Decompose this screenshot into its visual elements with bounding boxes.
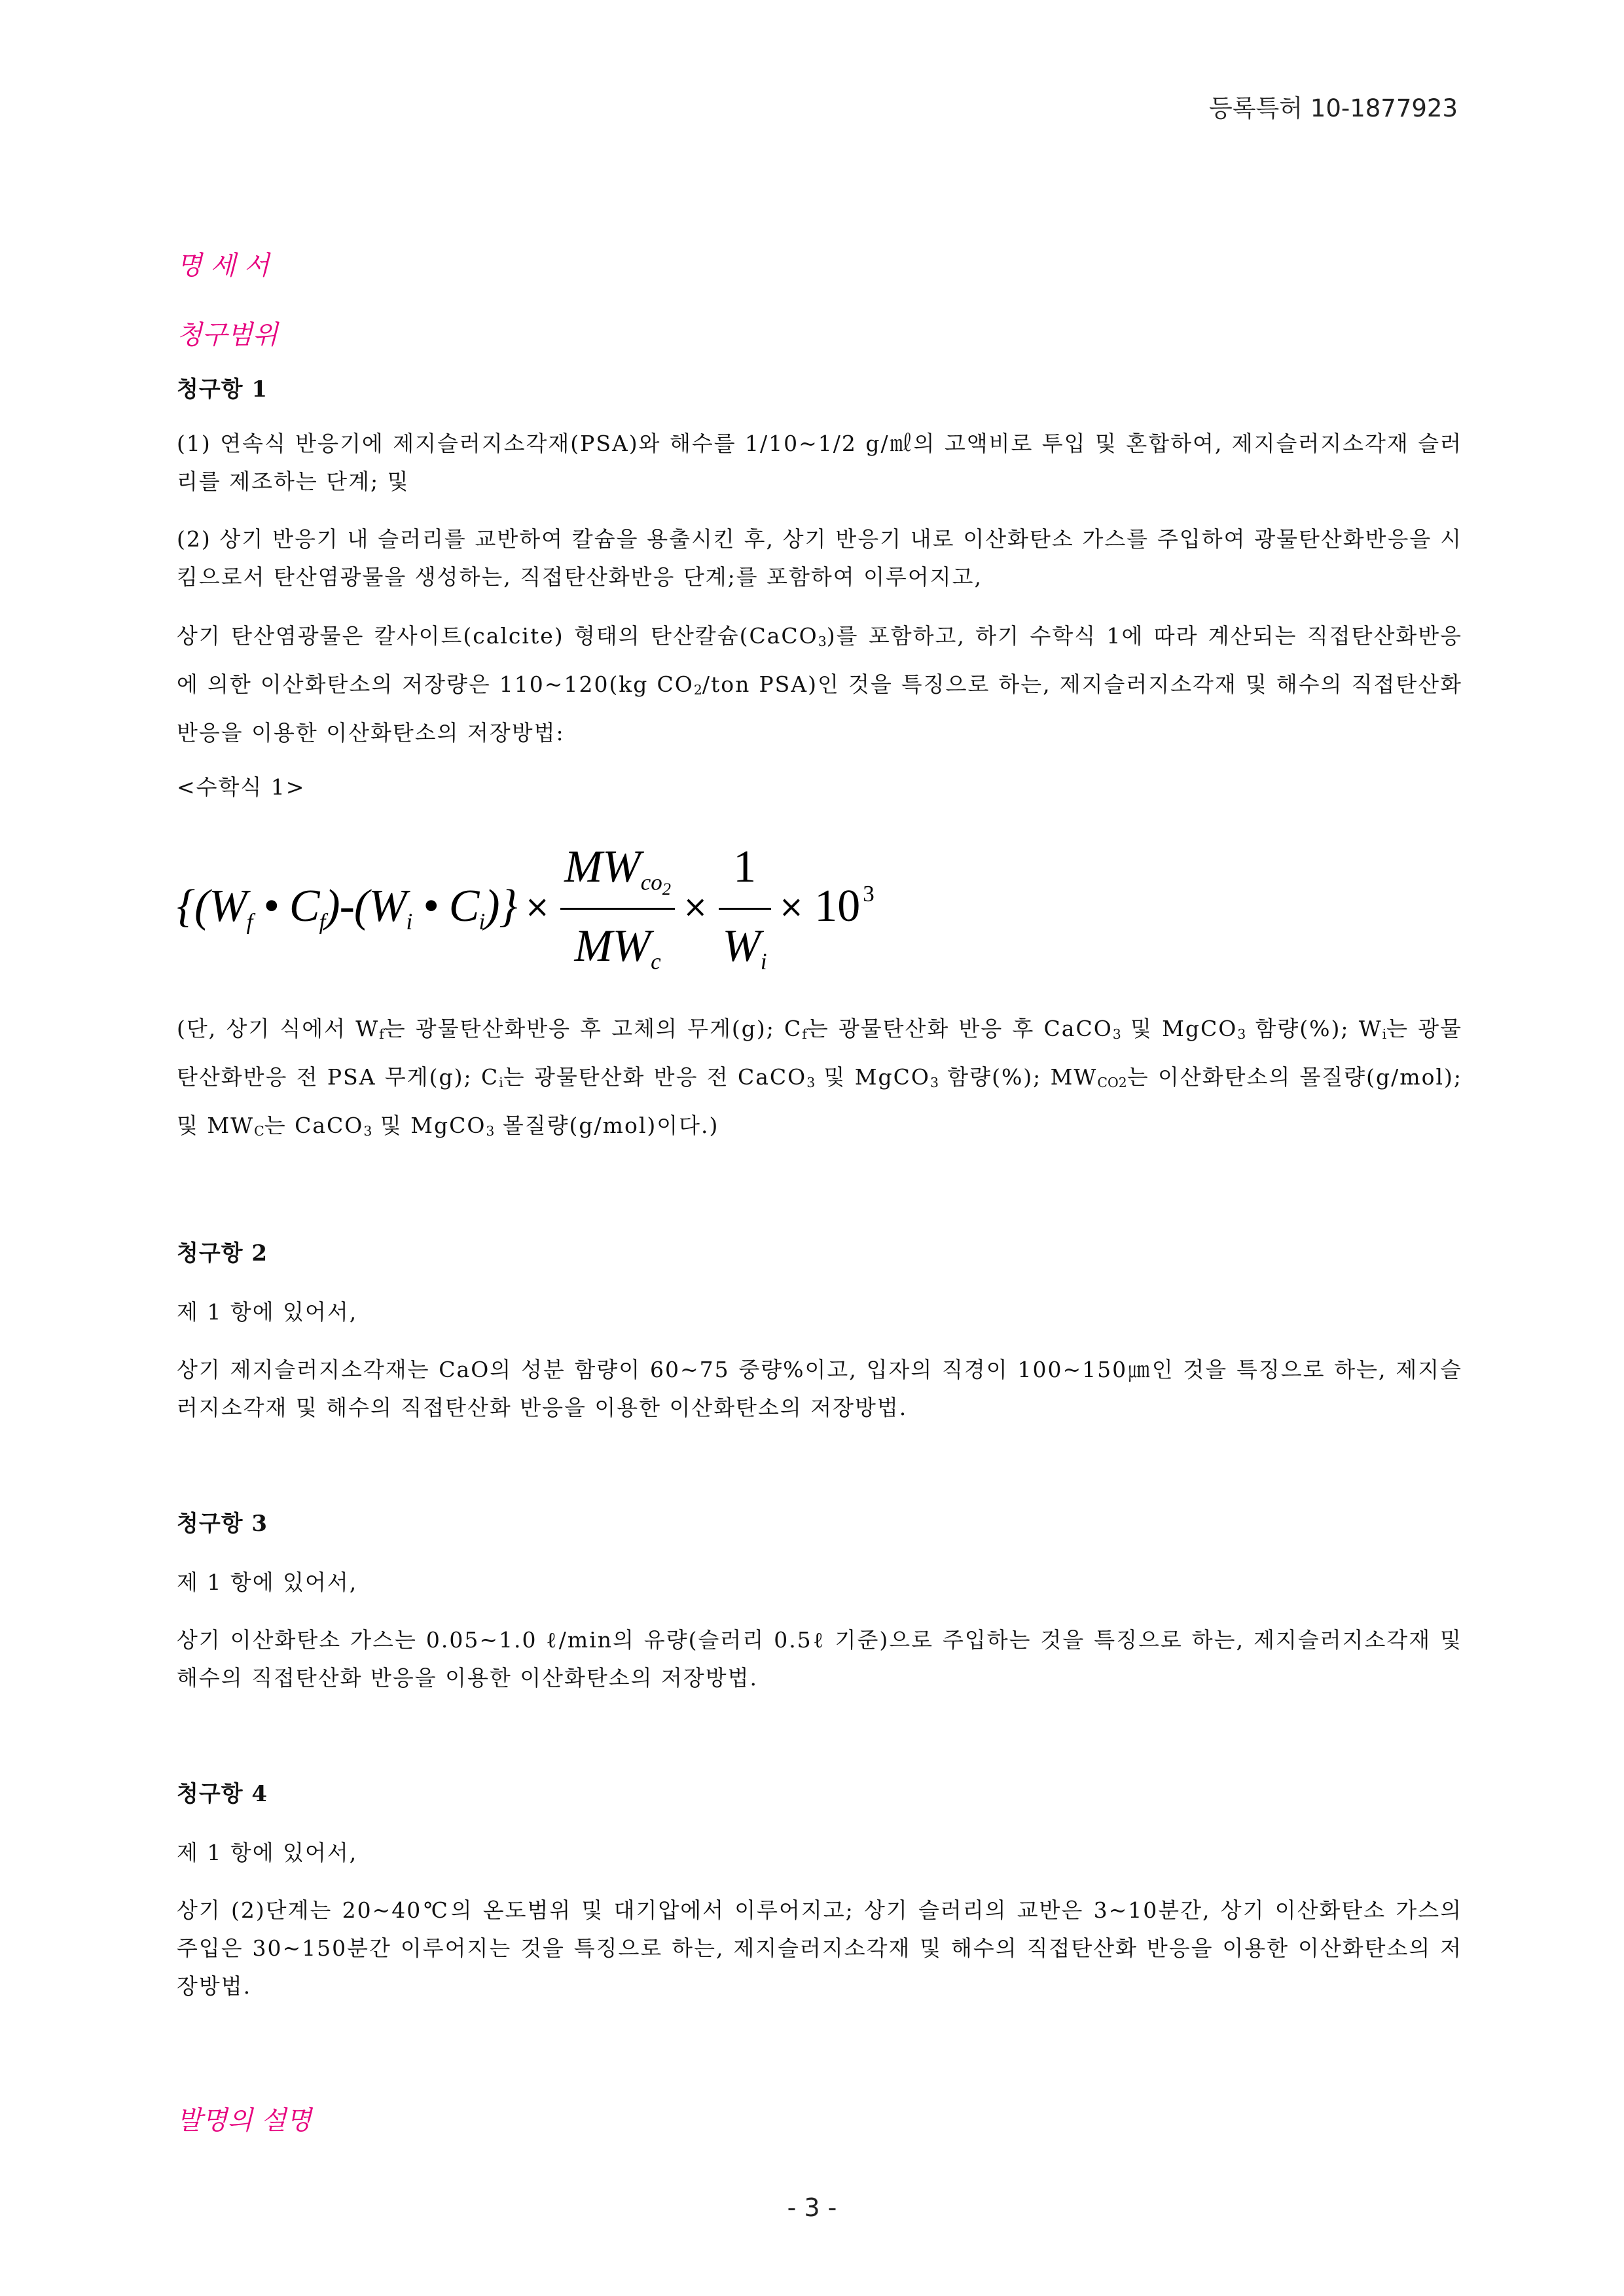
text-run: MW xyxy=(574,920,651,971)
subscript: f xyxy=(802,1026,807,1043)
numerator xyxy=(719,841,771,910)
formula-variable-definitions xyxy=(177,1005,1462,1150)
text-run: 함량(%); MW xyxy=(938,1064,1098,1090)
patent-number-header: 등록특허 10-1877923 xyxy=(1209,94,1458,122)
subscript: CO2 xyxy=(1097,1075,1127,1091)
claim-3-body: 상기 이산화탄소 가스는 0.05~1.0 ℓ/min의 유량(슬러리 0.5ℓ 기준)으로 주입하는 것을 특징으로 하는, 제지슬러지소각재 및 해수의 직접탄산화 반응을 이용한 이산화탄소의 저장방법. xyxy=(177,1627,1462,1691)
text-run: (단, 상기 식에서 W xyxy=(177,1016,380,1041)
power-of-ten xyxy=(814,883,875,930)
power-base: 10 xyxy=(814,881,861,931)
specification-title: 명 세 서 xyxy=(177,251,270,281)
text-run: 및 MgCO xyxy=(815,1064,930,1090)
claim-1-step-2: (2) 상기 반응기 내 슬러리를 교반하여 칼슘을 용출시킨 후, 상기 반응기 내로 이산화탄소 가스를 주입하여 광물탄산화반응을 시킴으로서 탄산염광물을 생성하는, 직접탄산화반응 단계;를 포함하여 이루어지고, xyxy=(177,526,1462,590)
text-run: )를 포함하고, 하기 수학식 1에 따라 계산되는 직접탄산화반응에 의한 이산화탄소의 저장량은 110~120(kg CO xyxy=(177,623,1462,697)
text-run: 1 xyxy=(733,841,757,892)
page-content xyxy=(177,247,1462,2139)
claim-4-reference: 제 1 항에 있어서, xyxy=(177,1840,358,1865)
subscript: 3 xyxy=(363,1123,372,1139)
subscript: f xyxy=(246,908,253,935)
subscript: i xyxy=(499,1075,503,1091)
text-run: 는 광물탄산화반응 전 PSA 무게(g); C xyxy=(177,1016,1462,1090)
description-heading: 발명의 설명 xyxy=(177,2106,312,2136)
denominator xyxy=(560,910,675,974)
subscript: 2 xyxy=(693,682,702,698)
equation-lhs xyxy=(177,881,517,935)
text-run: {(W xyxy=(177,881,247,931)
subscript: 2 xyxy=(662,878,672,899)
subscript: 3 xyxy=(929,1075,939,1091)
subscript: C xyxy=(254,1123,264,1139)
formula-label: <수학식 1> xyxy=(177,774,306,800)
text-run: 는 광물탄산화 반응 후 CaCO xyxy=(806,1016,1113,1041)
claim-1-title: 청구항 1 xyxy=(177,376,268,403)
text-run: 및 MgCO xyxy=(1121,1016,1238,1041)
text-run: )} xyxy=(484,881,517,931)
text-run: 함량(%); W xyxy=(1246,1016,1382,1041)
claims-heading: 청구범위 xyxy=(177,320,278,350)
claim-4-title: 청구항 4 xyxy=(177,1781,268,1807)
text-run: • C xyxy=(252,881,319,931)
claim-2-reference: 제 1 항에 있어서, xyxy=(177,1299,358,1325)
text-run: /ton PSA)인 것을 특징으로 하는, 제지슬러지소각재 및 해수의 직접탄산화 반응을 이용한 이산화탄소의 저장방법: xyxy=(177,672,1462,745)
subscript: f xyxy=(319,908,325,935)
fraction-molar-mass-ratio xyxy=(560,841,675,974)
claim-4-body: 상기 (2)단계는 20~40℃의 온도범위 및 대기압에서 이루어지고; 상기 슬러리의 교반은 3~10분간, 상기 이산화탄소 가스의 주입은 30~150분간 이루어지는 것을 특징으로 하는, 제지슬러지소각재 및 해수의 직접탄산화 반응을 이용한 이산화탄소의 저장방법. xyxy=(177,1897,1462,1999)
multiply-sign: × xyxy=(524,889,550,924)
subscript: i xyxy=(1382,1026,1387,1043)
fraction-inverse-initial-weight xyxy=(719,841,771,974)
text-run: )-(W xyxy=(325,881,406,931)
multiply-sign: × xyxy=(778,889,804,924)
claim-2-body: 상기 제지슬러지소각재는 CaO의 성분 함량이 60~75 중량%이고, 입자의 직경이 100~150㎛인 것을 특징으로 하는, 제지슬러지소각재 및 해수의 직접탄산화 반응을 이용한 이산화탄소의 저장방법. xyxy=(177,1357,1462,1420)
claim-4 xyxy=(177,1776,1462,2005)
subscript: 3 xyxy=(486,1123,495,1139)
subscript: co xyxy=(640,869,662,895)
subscript: 3 xyxy=(806,1075,816,1091)
text-run: MW xyxy=(564,841,641,892)
text-run: 상기 탄산염광물은 칼사이트(calcite) 형태의 탄산칼슘(CaCO xyxy=(177,623,818,649)
claim-3-reference: 제 1 항에 있어서, xyxy=(177,1570,358,1595)
text-run: • C xyxy=(412,881,479,931)
subscript: i xyxy=(478,908,485,935)
denominator xyxy=(719,910,771,974)
subscript: i xyxy=(406,908,412,935)
numerator xyxy=(560,841,675,910)
power-exponent: 3 xyxy=(863,881,875,907)
equation-1 xyxy=(177,831,1462,982)
text-run: 는 광물탄산화 반응 전 CaCO xyxy=(503,1064,807,1090)
claim-2 xyxy=(177,1235,1462,1427)
claim-1-step-1: (1) 연속식 반응기에 제지슬러지소각재(PSA)와 해수를 1/10~1/2 g/㎖의 고액비로 투입 및 혼합하여, 제지슬러지소각재 슬러리를 제조하는 단계; 및 xyxy=(177,431,1462,494)
subscript: i xyxy=(760,948,767,974)
claim-3-title: 청구항 3 xyxy=(177,1511,268,1537)
subscript: f xyxy=(379,1026,384,1043)
text-run: 는 CaCO xyxy=(264,1113,364,1138)
subscript: 3 xyxy=(1112,1026,1121,1043)
claim-2-title: 청구항 2 xyxy=(177,1240,268,1266)
text-run: 몰질량(g/mol)이다.) xyxy=(494,1113,719,1138)
claim-3 xyxy=(177,1505,1462,1697)
page-number: - 3 - xyxy=(787,2193,837,2222)
text-run: W xyxy=(722,920,761,971)
subscript: c xyxy=(651,948,661,974)
multiply-sign: × xyxy=(683,889,708,924)
text-run: 는 이산화탄소의 몰질량(g/mol); 및 MW xyxy=(177,1064,1462,1138)
text-run: 및 MgCO xyxy=(372,1113,486,1138)
subscript: 3 xyxy=(818,634,827,650)
subscript: 3 xyxy=(1237,1026,1246,1043)
claim-1-characterizing-clause xyxy=(177,612,1462,757)
claim-1 xyxy=(177,371,1462,1150)
text-run: 는 광물탄산화반응 후 고체의 무게(g); C xyxy=(384,1016,803,1041)
